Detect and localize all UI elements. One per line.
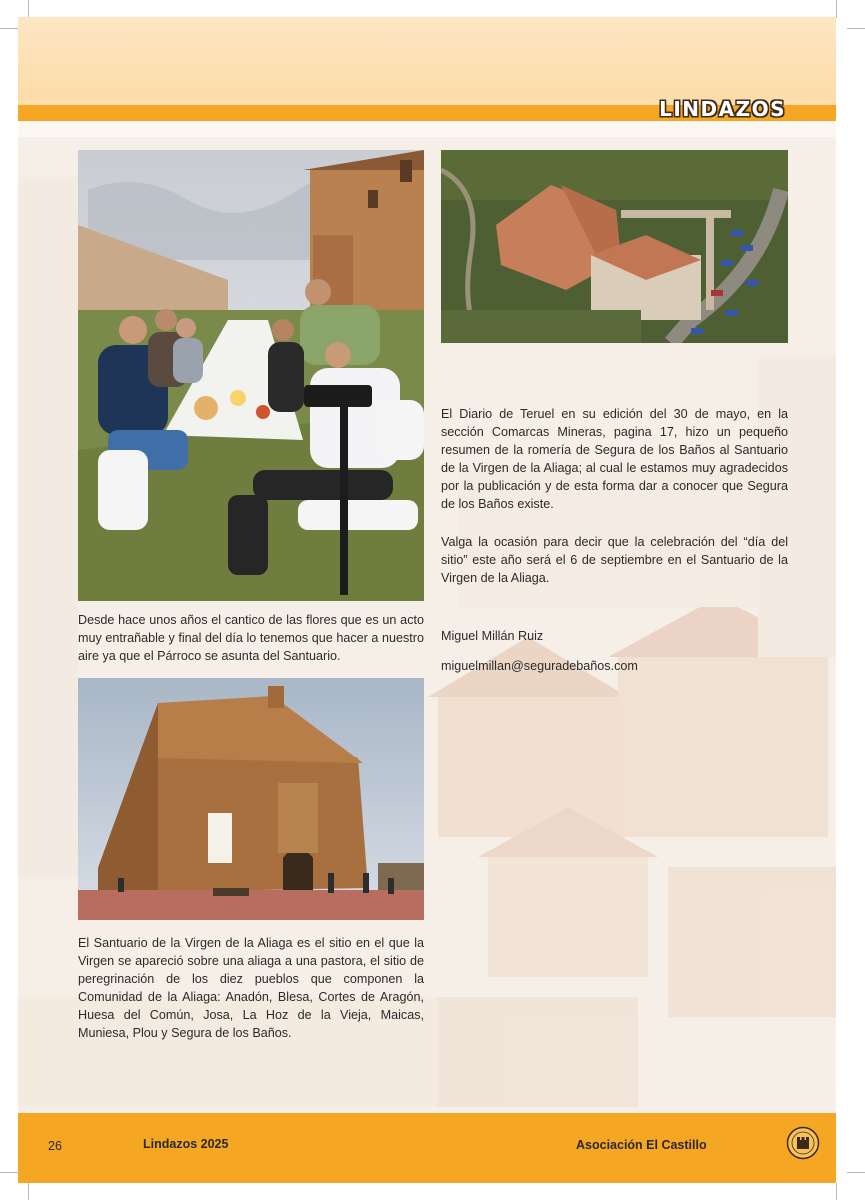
- caption-cantico-text: Desde hace unos años el cantico de las flores que es un acto muy entrañable y final del día lo tenemos que hacer a nuestro aire ya que el Párroco se asunta del Santuario.: [78, 613, 424, 663]
- caption-cantico: [78, 611, 424, 665]
- publication-title: Lindazos 2025: [143, 1137, 229, 1151]
- paragraph-diario-text: El Diario de Teruel en su edición del 30 de mayo, en la sección Comarcas Mineras, pagina 17, hizo un pequeño resumen de la romería de Segura de los Baños al Santuario de la Virgen de la Aliaga; al cual le estamos muy agradecidos por la publicación y de esta forma dar a conocer que Segura de los Baños existe.: [441, 407, 788, 511]
- magazine-page: [18, 17, 836, 1183]
- paragraph-diario: [441, 405, 788, 513]
- aerial-photo: [441, 150, 788, 343]
- author-email[interactable]: miguelmillan@seguradebaños.com: [441, 659, 638, 673]
- footer-bar: [18, 1113, 836, 1183]
- picnic-photo: [78, 150, 424, 601]
- author-name: Miguel Millán Ruiz: [441, 629, 544, 643]
- crop-mark: [28, 1183, 29, 1200]
- crop-mark: [847, 28, 865, 29]
- association-seal-icon: [786, 1126, 820, 1160]
- organization-name: Asociación El Castillo: [576, 1138, 707, 1152]
- caption-santuario: [78, 934, 424, 1042]
- sanctuary-photo: [78, 678, 424, 920]
- paragraph-dia-del-sitio: [441, 533, 788, 587]
- crop-mark: [847, 1172, 865, 1173]
- crop-mark: [836, 1183, 837, 1200]
- magazine-brand: LINDAZOS: [659, 97, 786, 121]
- crop-mark: [28, 0, 29, 18]
- page-number: 26: [48, 1139, 62, 1153]
- crop-mark: [0, 1172, 18, 1173]
- crop-mark: [0, 28, 18, 29]
- paragraph-dia-del-sitio-text: Valga la ocasión para decir que la celebración del “día del sitio” este año será el 6 de septiembre en el Santuario de la Virgen de la Aliaga.: [441, 535, 788, 585]
- crop-mark: [836, 0, 837, 18]
- caption-santuario-text: El Santuario de la Virgen de la Aliaga es el sitio en el que la Virgen se apareció sobre una aliaga a una pastora, el sitio de peregrinación de los diez pueblos que componen la Comunidad de la Aliaga: Anadón, Blesa, Cortes de Aragón, Huesa del Común, Josa, La Hoz de la Vieja, Maicas, Muniesa, Plou y Segura de los Baños.: [78, 936, 424, 1040]
